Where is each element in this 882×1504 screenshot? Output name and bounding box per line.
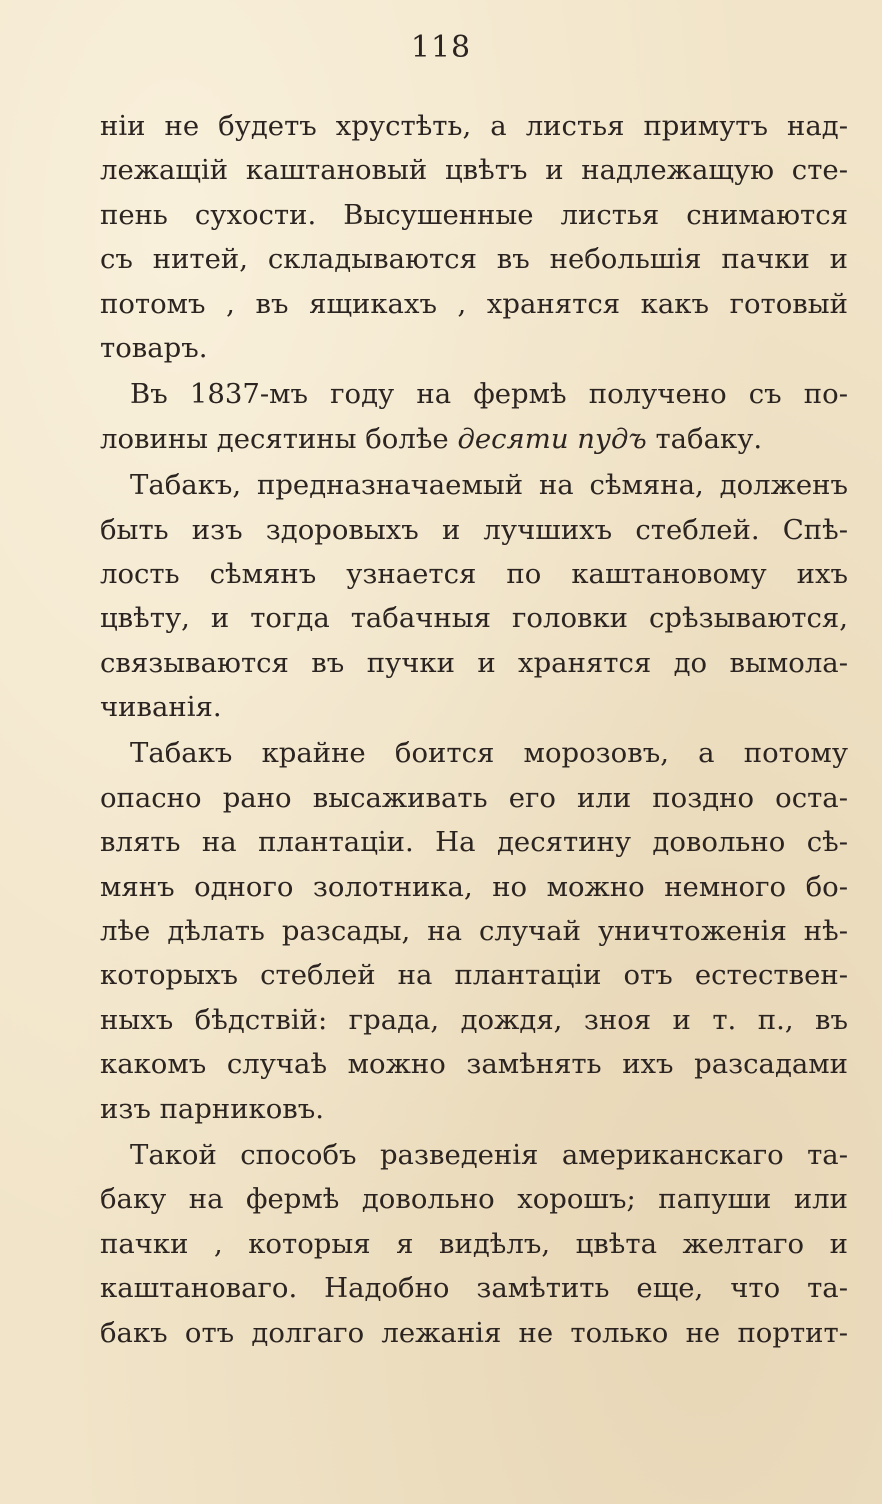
text-line: Табакъ крайне боится морозовъ, а потому xyxy=(130,737,848,770)
body-text xyxy=(100,104,848,1355)
text-line: опасно рано высаживать его или поздно оста- xyxy=(100,781,848,814)
text-line: нiи не будетъ хрустѣть, а листья примутъ над- xyxy=(100,110,848,142)
text-line: какомъ случаѣ можно замѣнять ихъ разсадами xyxy=(100,1048,848,1081)
text-line: каштановаго. Надобно замѣтить еще, что та- xyxy=(100,1272,848,1305)
text-line: быть изъ здоровыхъ и лучшихъ стеблей. Спѣ- xyxy=(100,513,848,546)
paragraph-1 xyxy=(100,104,848,370)
text-line: товаръ. xyxy=(100,331,208,364)
text-line: лежащiй каштановый цвѣтъ и надлежащую сте- xyxy=(100,154,848,187)
text-line: влять на плантацiи. На десятину довольно сѣ- xyxy=(100,826,848,859)
text-line: связываются въ пучки и хранятся до вымола- xyxy=(100,646,848,679)
text-line: ныхъ бѣдствiй: града, дождя, зноя и т. п., въ xyxy=(100,1003,848,1036)
paragraph-4 xyxy=(100,731,848,1131)
text-line: цвѣту, и тогда табачныя головки срѣзываются, xyxy=(100,602,848,635)
text-run: табаку. xyxy=(646,422,763,455)
text-line: съ нитей, складываются въ небольшiя пачки и xyxy=(100,243,848,276)
text-line: пень сухости. Высушенные листья снимаются xyxy=(100,198,848,231)
text-line: бакъ отъ долгаго лежанiя не только не портит- xyxy=(100,1316,848,1349)
text-line: мянъ одного золотника, но можно немного бо- xyxy=(100,870,848,903)
text-line: баку на фермѣ довольно хорошъ; папуши или xyxy=(100,1183,848,1216)
italic-text: десяти пудъ xyxy=(457,422,647,455)
text-line: пачки , которыя я видѣлъ, цвѣта желтаго и xyxy=(100,1227,848,1260)
text-line: Табакъ, предназначаемый на сѣмяна, долженъ xyxy=(130,469,848,502)
text-line: Такой способъ разведенiя американскаго та- xyxy=(130,1138,848,1171)
text-run: ловины десятины болѣе xyxy=(100,422,458,455)
text-line: изъ парниковъ. xyxy=(100,1092,325,1125)
page-number: 118 xyxy=(410,30,472,65)
text-line: чиванiя. xyxy=(100,691,222,724)
text-line: лость сѣмянъ узнается по каштановому ихъ xyxy=(100,557,848,590)
text-line: которыхъ стеблей на плантацiи отъ естествен- xyxy=(100,959,848,992)
text-line: потомъ , въ ящикахъ , хранятся какъ готовый xyxy=(100,287,848,320)
text-line: лѣе дѣлать разсады, на случай уничтоженiя нѣ- xyxy=(100,915,848,948)
paragraph-5 xyxy=(100,1133,848,1355)
paragraph-2 xyxy=(100,372,848,461)
text-line xyxy=(100,417,848,461)
text-line: Въ 1837-мъ году на фермѣ получено съ по- xyxy=(130,378,848,411)
paragraph-3 xyxy=(100,463,848,729)
